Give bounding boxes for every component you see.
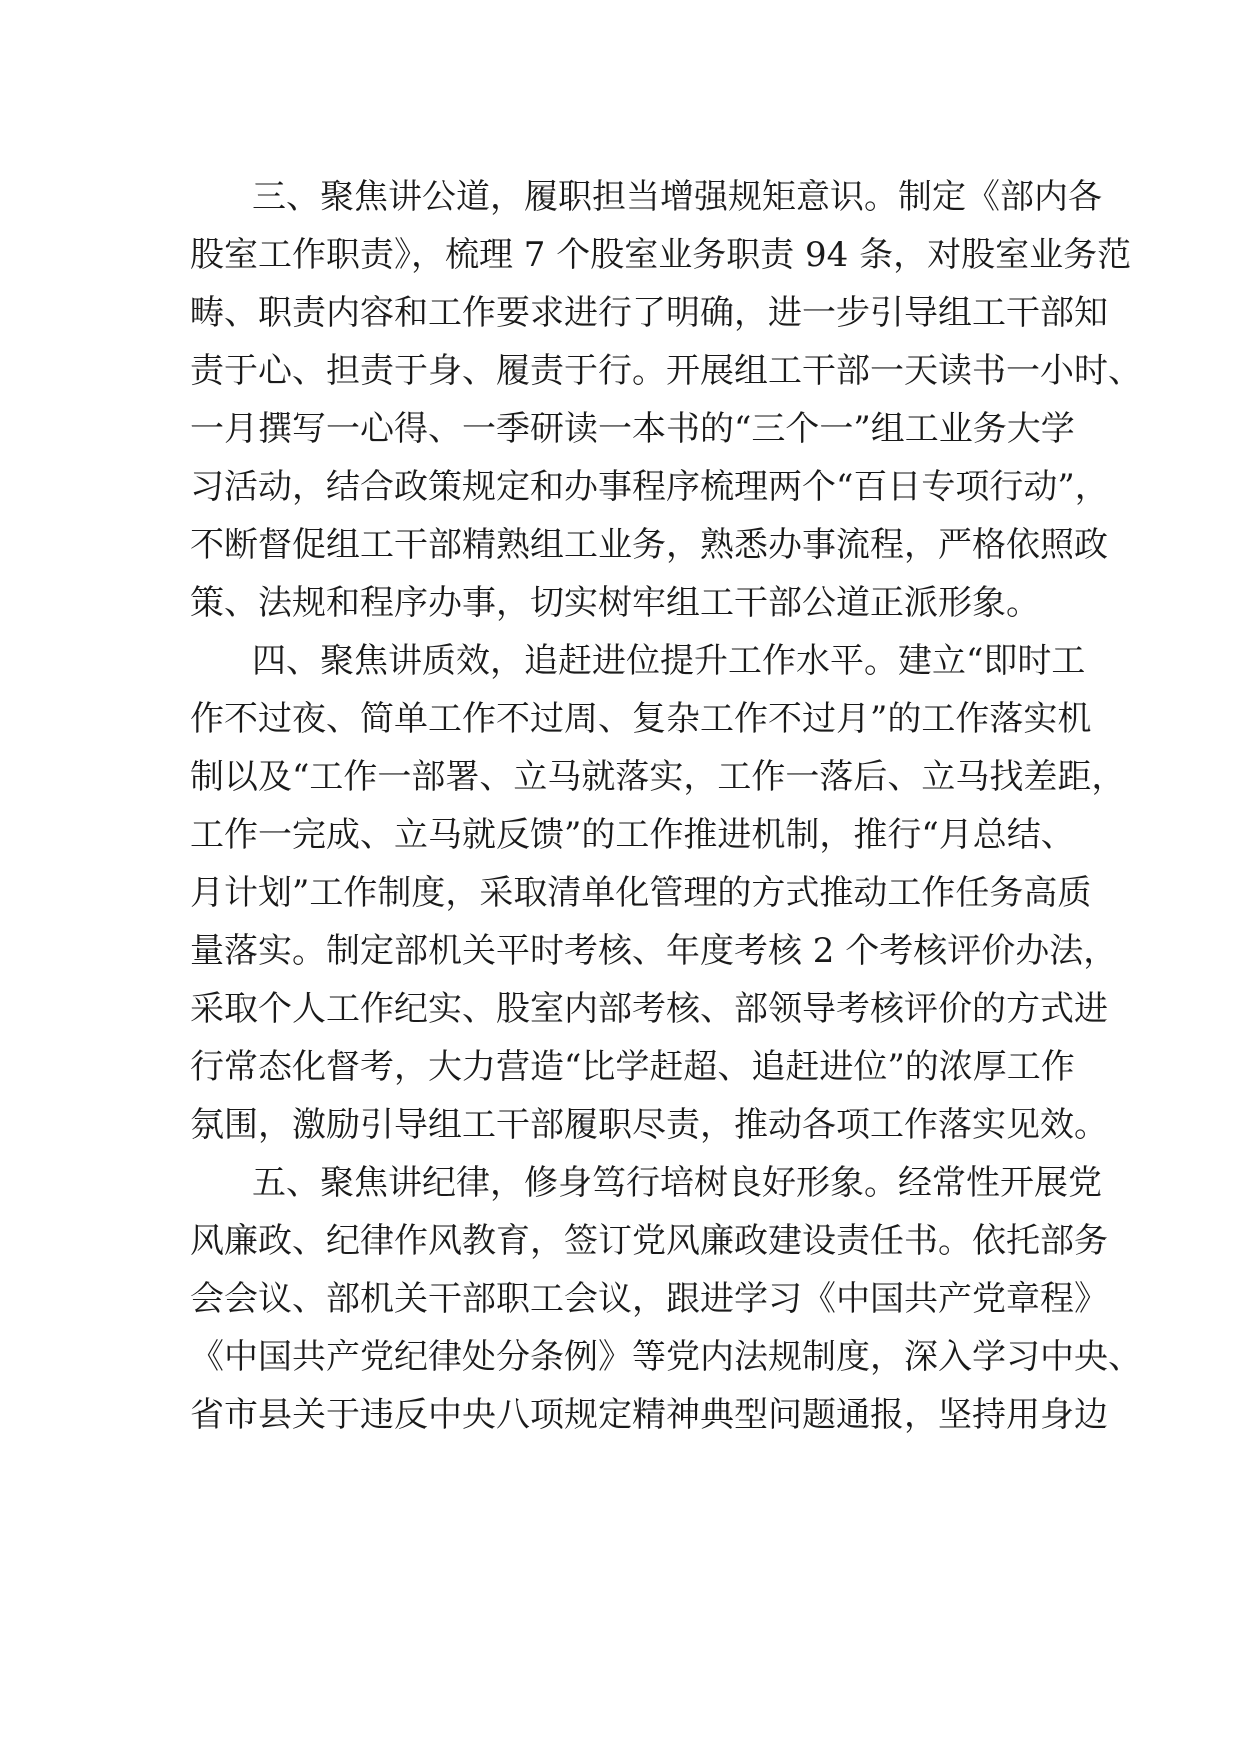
paragraph-line: 制以及“工作一部署、立马就落实，工作一落后、立马找差距， — [190, 757, 1126, 797]
paragraph-line: 畴、职责内容和工作要求进行了明确，进一步引导组工干部知 — [190, 293, 1108, 333]
paragraph-line: 工作一完成、立马就反馈”的工作推进机制，推行“月总结、 — [190, 815, 1075, 855]
paragraph-line: 三、聚焦讲公道，履职担当增强规矩意识。制定《部内各 — [252, 177, 1102, 217]
paragraph-line: 作不过夜、简单工作不过周、复杂工作不过月”的工作落实机 — [190, 699, 1092, 739]
paragraph-line: 省市县关于违反中央八项规定精神典型问题通报，坚持用身边 — [190, 1395, 1108, 1435]
paragraph-line: 风廉政、纪律作风教育，签订党风廉政建设责任书。依托部务 — [190, 1221, 1108, 1261]
paragraph-line: 策、法规和程序办事，切实树牢组工干部公道正派形象。 — [190, 583, 1040, 623]
paragraph-line: 五、聚焦讲纪律，修身笃行培树良好形象。经常性开展党 — [252, 1163, 1102, 1203]
paragraph-line: 股室工作职责》，梳理 7 个股室业务职责 94 条，对股室业务范 — [190, 235, 1132, 275]
paragraph-line: 四、聚焦讲质效，追赶进位提升工作水平。建立“即时工 — [252, 641, 1086, 681]
paragraph-line: 量落实。制定部机关平时考核、年度考核 2 个考核评价办法， — [190, 931, 1118, 971]
paragraph-line: 月计划”工作制度，采取清单化管理的方式推动工作任务高质 — [190, 873, 1092, 913]
paragraph-line: 行常态化督考，大力营造“比学赶超、追赶进位”的浓厚工作 — [190, 1047, 1075, 1087]
paragraph-line: 会会议、部机关干部职工会议，跟进学习《中国共产党章程》 — [190, 1279, 1108, 1319]
paragraph-line: 习活动，结合政策规定和办事程序梳理两个“百日专项行动”， — [190, 467, 1109, 507]
paragraph-line: 不断督促组工干部精熟组工业务，熟悉办事流程，严格依照政 — [190, 525, 1108, 565]
paragraph-line: 一月撰写一心得、一季研读一本书的“三个一”组工业务大学 — [190, 409, 1075, 449]
paragraph-line: 《中国共产党纪律处分条例》等党内法规制度，深入学习中央、 — [190, 1337, 1142, 1377]
paragraph-line: 责于心、担责于身、履责于行。开展组工干部一天读书一小时、 — [190, 351, 1142, 391]
paragraph-line: 采取个人工作纪实、股室内部考核、部领导考核评价的方式进 — [190, 989, 1108, 1029]
paragraph-line: 氛围，激励引导组工干部履职尽责，推动各项工作落实见效。 — [190, 1105, 1108, 1145]
